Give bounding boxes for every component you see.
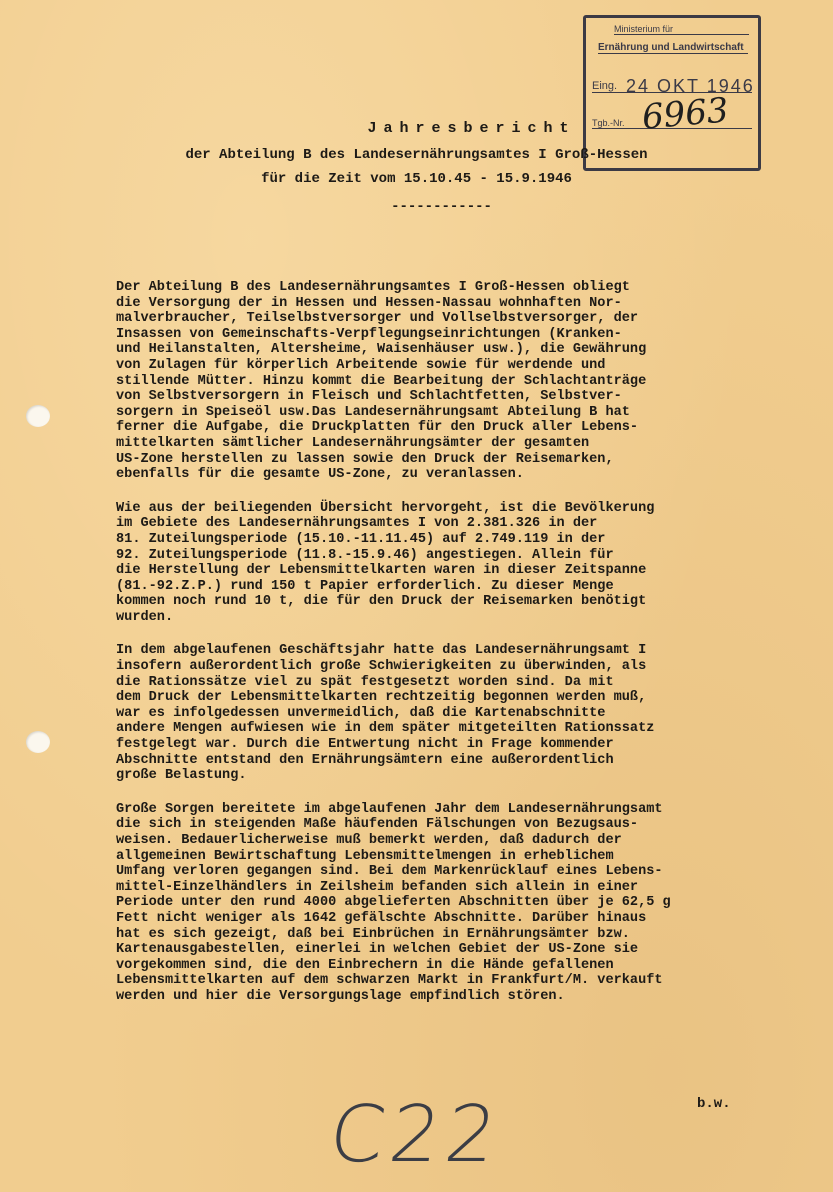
stamp-ministry: Ministerium für: [614, 24, 749, 35]
stamp-department: Ernährung und Landwirtschaft: [598, 42, 748, 54]
document-subtitle: der Abteilung B des Landesernährungsamtes I Groß-Hessen: [185, 147, 648, 163]
header-divider: ------------: [391, 199, 492, 215]
paragraph-forgeries: Große Sorgen bereitete im abgelaufenen Jahr dem Landesernährungsamt die sich in steigenden Maße häufenden Fälschungen von Bezugsaus- weisen. Bedauerlicherweise muß bemerkt werden, daß dadurch der allgemeinen Bewirtschaftung Lebensmittelmengen in erheblichem Umfang verloren gegangen sind. Bei dem Markenrücklauf eines Lebens- mittel-Einzelhändlers in Zeilsheim befanden sich allein in einer Periode unter den rund 4000 abgelieferten Abschnitten über je 62,5 g Fett nicht weniger als 1642 gefälschte Abschnitte. Darüber hinaus hat es sich gezeigt, daß bei Einbrüchen in Ernährungsämter bzw. Kartenausgabestellen, einerlei in welchen Gebiet der US-Zone sie vorgekommen sind, die den Einbrechern in die Hände gefallenen Lebensmittelkarten auf dem schwarzen Markt in Frankfurt/M. verkauft werden und hier die Versorgungslage empfindlich stören.: [116, 801, 671, 1004]
document-title: Jahresbericht: [367, 120, 576, 137]
report-body: [116, 280, 826, 1023]
punch-hole-bottom: [26, 731, 50, 753]
stamp-date: 24 OKT 1946: [626, 76, 755, 96]
stamp-received-label: Eing.: [592, 80, 752, 93]
header-block: [0, 120, 833, 215]
paragraph-responsibilities: Der Abteilung B des Landesernährungsamtes I Groß-Hessen obliegt die Versorgung der in Hessen und Hessen-Nassau wohnhaften Nor- malverbraucher, Teilselbstversorger und Vollselbstversorger, der Insassen von Gemeinschafts-Verpflegungseinrichtungen (Kranken- und Heilanstalten, Altersheime, Waisenhäuser usw.), die Gewährung von Zulagen für körperlich Arbeitende sowie für werdende und stillende Mütter. Hinzu kommt die Bearbeitung der Schlachtanträge von Selbstversorgern in Fleisch und Schlachtfetten, Selbstver- sorgern in Speiseöl usw.Das Landesernährungsamt Abteilung B hat ferner die Aufgabe, die Druckplatten für den Druck aller Lebens- mittelkarten sämtlicher Landesernährungsämter der gesamten US-Zone herstellen zu lassen sowie den Druck der Reisemarken, ebenfalls für die gesamte US-Zone, zu veranlassen.: [116, 280, 647, 483]
paragraph-difficulties: In dem abgelaufenen Geschäftsjahr hatte das Landesernährungsamt I insofern außerordentlich große Schwierigkeiten zu überwinden, als die Rationssätze viel zu spät festgesetzt worden sind. Da mit dem Druck der Lebensmittelkarten rechtzeitig begonnen werden muß, war es infolgedessen unvermeidlich, daß die Kartenabschnitte andere Mengen aufwiesen wie in dem später mitgeteilten Rationssatz festgelegt war. Durch die Entwertung nicht in Frage kommender Abschnitte entstand den Ernährungsämtern eine außerordentlich große Belastung.: [116, 643, 655, 784]
stamp-journal-label: Tgb.-Nr.: [592, 118, 752, 129]
handwritten-page-mark: C22: [323, 1090, 509, 1180]
document-period: für die Zeit vom 15.10.45 - 15.9.1946: [261, 171, 572, 187]
punch-hole-top: [26, 405, 50, 427]
stamp-handwritten-number: 6963: [640, 90, 731, 138]
continuation-note: b.w.: [697, 1096, 731, 1112]
paragraph-population: Wie aus der beiliegenden Übersicht hervorgeht, ist die Bevölkerung im Gebiete des Landesernährungsamtes I von 2.381.326 in der 81. Zuteilungsperiode (15.10.-11.11.45) auf 2.749.119 in der 92. Zuteilungsperiode (11.8.-15.9.46) angestiegen. Allein für die Herstellung der Lebensmittelkarten waren in dieser Zeitspanne (81.-92.Z.P.) rund 150 t Papier erforderlich. Zu dieser Menge kommen noch rund 10 t, die für den Druck der Reisemarken benötigt wurden.: [116, 500, 655, 625]
